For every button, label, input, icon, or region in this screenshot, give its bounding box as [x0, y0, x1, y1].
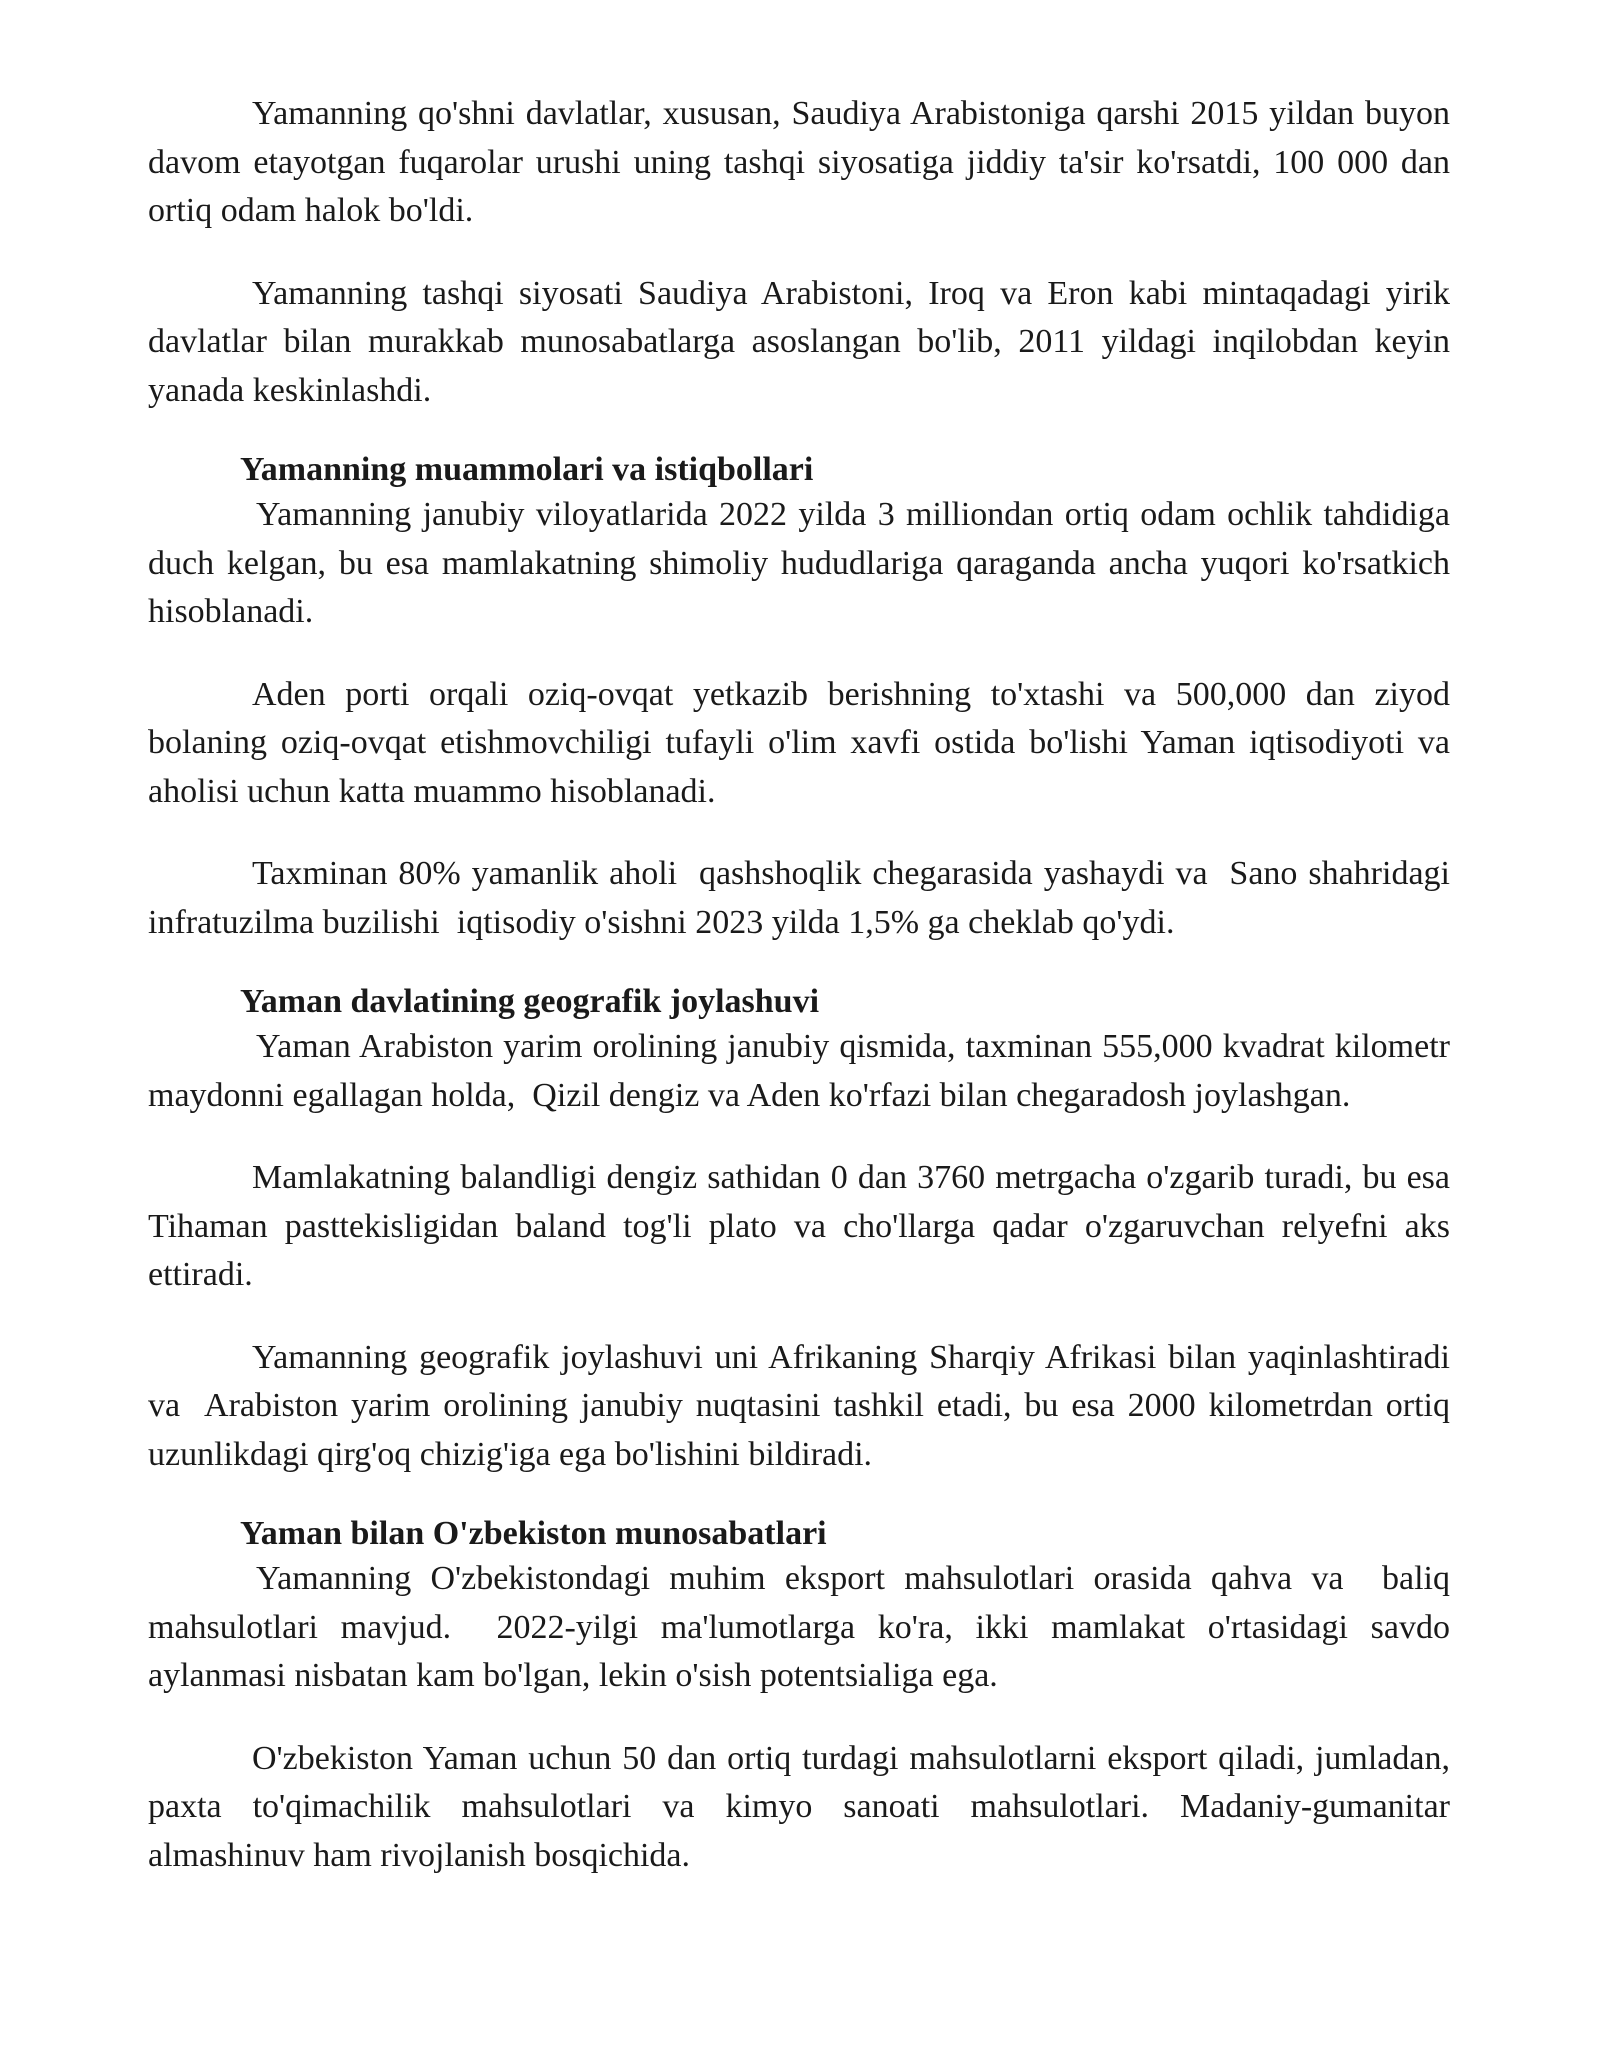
paragraph-hunger: Yamanning janubiy viloyatlarida 2022 yilda 3 milliondan ortiq odam ochlik tahdidiga duch kelgan, bu esa mamlakatning shimoliy hududlariga qaraganda ancha yuqori ko'rsatkich hisoblanadi. — [148, 496, 1459, 630]
paragraph-poverty: Taxminan 80% yamanlik aholi qashshoqlik chegarasida yashaydi va Sano shahridagi infratuzilma buzilishi iqtisodiy o'sishni 2023 yilda 1,5% ga cheklab qo'ydi. — [148, 855, 1459, 941]
paragraph-exports-uzbekistan: O'zbekiston Yaman uchun 50 dan ortiq turdagi mahsulotlarni eksport qiladi, jumladan, paxta to'qimachilik mahsulotlari va kimyo sanoati mahsulotlari. Madaniy-gumanitar almashinuv ham rivojlanish bosqichida. — [148, 1739, 1467, 1874]
paragraph-elevation: Mamlakatning balandligi dengiz sathidan 0 dan 3760 metrgacha o'zgarib turadi, bu esa Tihaman pasttekisligidan baland tog'li plato va cho'llarga qadar o'zgaruvchan relyefni aks ettiradi. — [148, 1159, 1459, 1293]
section-heading-problems: Yamanning muammolari va istiqbollari — [240, 451, 814, 488]
paragraph-exports-yemen: Yamanning O'zbekistondagi muhim eksport mahsulotlari orasida qahva va baliq mahsulotlari mavjud. 2022-yilgi ma'lumotlarga ko'ra, ikki mamlakat o'rtasidagi savdo aylanmasi nisbatan kam bo'lgan, lekin o'sish potentsialiga ega. — [148, 1560, 1459, 1694]
section-heading-relations: Yaman bilan O'zbekiston munosabatlari — [240, 1515, 827, 1552]
paragraph-civil-war: Yamanning qo'shni davlatlar, xususan, Saudiya Arabistoniga qarshi 2015 yildan buyon davom etayotgan fuqarolar urushi uning tashqi siyosatiga jiddiy ta'sir ko'rsatdi, 100 000 dan ortiq odam halok bo'ldi. — [148, 95, 1459, 229]
paragraph-aden-port: Aden porti orqali oziq-ovqat yetkazib berishning to'xtashi va 500,000 dan ziyod bolaning oziq-ovqat etishmovchiligi tufayli o'lim xavfi ostida bo'lishi Yaman iqtisodiyoti va aholisi uchun katta muammo hisoblanadi. — [148, 675, 1459, 810]
document-page — [148, 90, 1467, 1880]
paragraph-location: Yaman Arabiston yarim orolining janubiy qismida, taxminan 555,000 kvadrat kilometr maydonni egallagan holda, Qizil dengiz va Aden ko'rfazi bilan chegaradosh joylashgan. — [148, 1028, 1459, 1114]
paragraph-foreign-policy: Yamanning tashqi siyosati Saudiya Arabistoni, Iroq va Eron kabi mintaqadagi yirik davlatlar bilan murakkab munosabatlarga asoslangan bo'lib, 2011 yildagi inqilobdan keyin yanada keskinlashdi. — [148, 274, 1459, 409]
paragraph-coastline: Yamanning geografik joylashuvi uni Afrikaning Sharqiy Afrikasi bilan yaqinlashtiradi va Arabiston yarim orolining janubiy nuqtasini tashkil etadi, bu esa 2000 kilometrdan ortiq uzunlikdagi qirg'oq chizig'iga ega bo'lishini bildiradi. — [148, 1338, 1459, 1473]
section-heading-geography: Yaman davlatining geografik joylashuvi — [240, 983, 820, 1020]
